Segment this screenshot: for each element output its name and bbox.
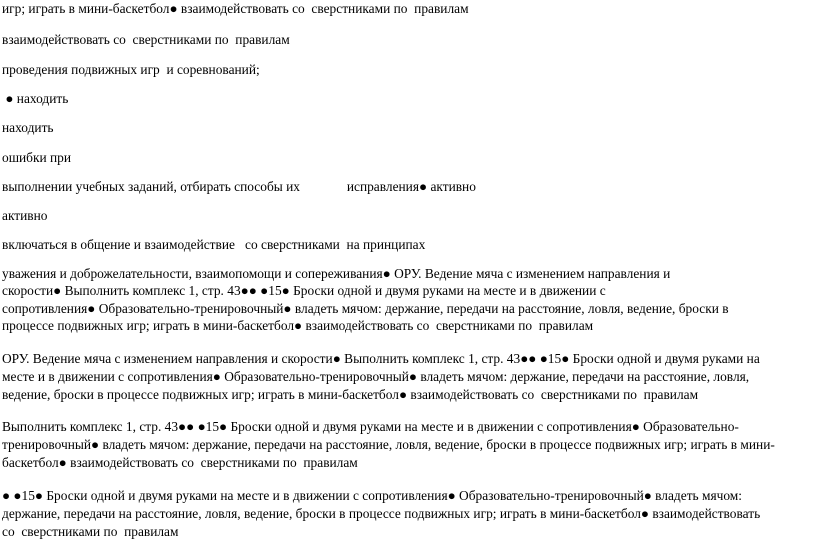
text-line-19: баскетбол● взаимодействовать со сверстниками по правилам [2,455,358,470]
text-line-20: ● ●15● Броски одной и двумя руками на месте и в движении с сопротивления● Образовательно-тренировочный● владеть мячом: [2,488,743,503]
text-line-10: уважения и доброжелательности, взаимопомощи и сопереживания● ОРУ. Ведение мяча с изменением направления и [2,266,671,281]
text-line-17: Выполнить комплекс 1, стр. 43●● ●15● Броски одной и двумя руками на месте и в движении с сопротивления● Образовательно- [2,419,739,434]
text-line-3: проведения подвижных игр и соревнований; [2,62,260,77]
text-line-12: сопротивления● Образовательно-тренировочный● владеть мячом: держание, передачи на расстояние, ловля, ведение, броски в [2,301,729,316]
text-line-2: взаимодействовать со сверстниками по правилам [2,32,290,47]
text-line-18: тренировочный● владеть мячом: держание, передачи на расстояние, ловля, ведение, броски в процессе подвижных игр; играть в мини- [2,437,775,452]
text-line-8: активно [2,208,48,223]
text-line-6: ошибки при [2,150,72,165]
text-line-7: выполнении учебных заданий, отбирать способы их исправления● активно [2,179,476,194]
text-line-16: ведение, броски в процессе подвижных игр; играть в мини-баскетбол● взаимодействовать со сверстниками по правилам [2,387,699,402]
text-line-21: держание, передачи на расстояние, ловля, ведение, броски в процессе подвижных игр; играть в мини-баскетбол● взаимодействовать [2,506,761,521]
text-line-15: месте и в движении с сопротивления● Образовательно-тренировочный● владеть мячом: держание, передачи на расстояние, ловля, [2,369,750,384]
text-line-9: включаться в общение и взаимодействие со сверстниками на принципах [2,237,426,252]
text-line-1: игр; играть в мини-баскетбол● взаимодействовать со сверстниками по правилам [2,1,469,16]
text-line-14: ОРУ. Ведение мяча с изменением направления и скорости● Выполнить комплекс 1, стр. 43●● ●15● Броски одной и двумя руками на [2,351,760,366]
text-line-11: скорости● Выполнить комплекс 1, стр. 43●● ●15● Броски одной и двумя руками на месте и в движении с [2,283,606,298]
text-line-13: процессе подвижных игр; играть в мини-баскетбол● взаимодействовать со сверстниками по правилам [2,318,594,333]
text-line-4: ● находить [2,91,69,106]
text-line-22: со сверстниками по правилам [2,524,179,539]
text-line-5: находить [2,120,54,135]
